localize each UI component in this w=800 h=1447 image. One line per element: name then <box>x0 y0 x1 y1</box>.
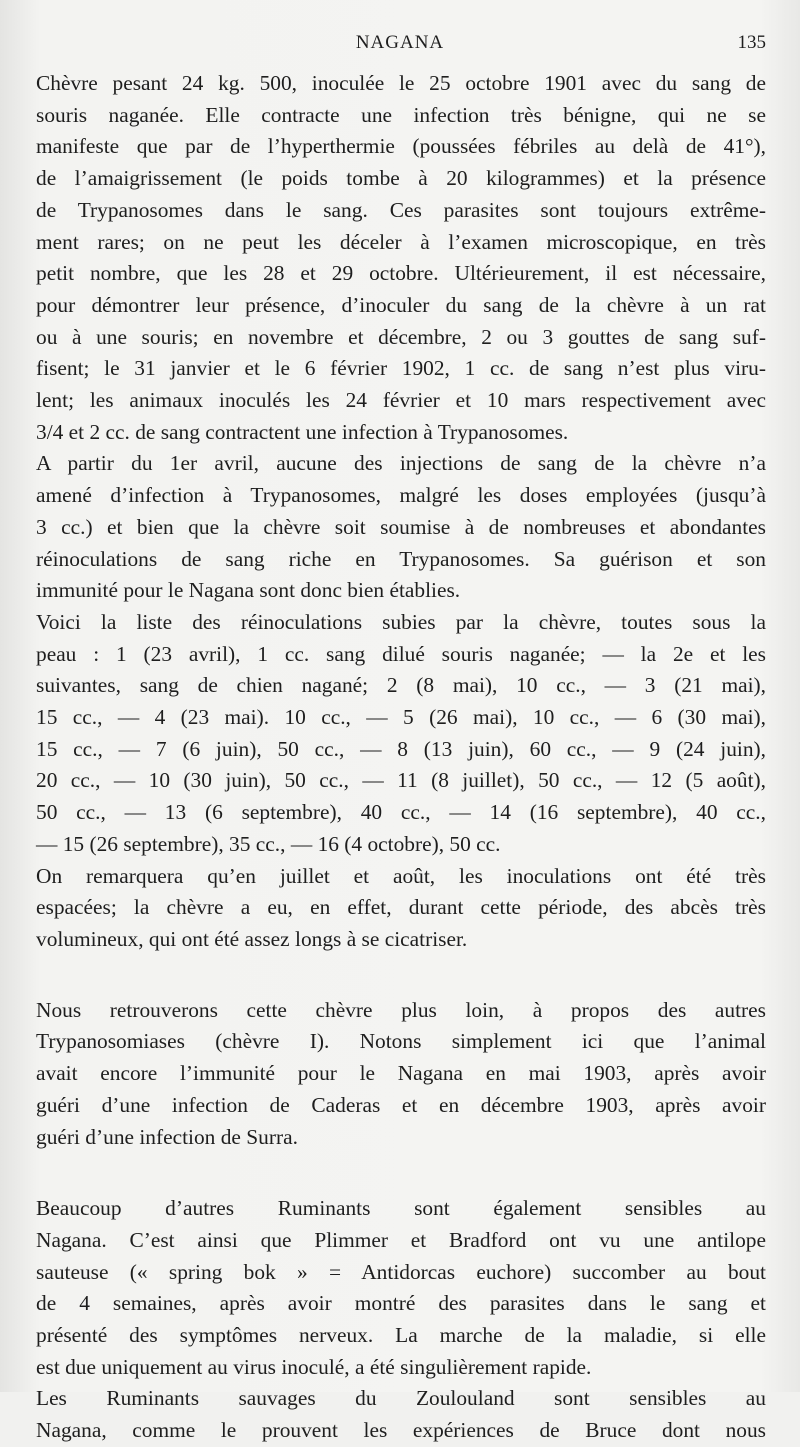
text-line: 15 cc., — 4 (23 mai). 10 cc., — 5 (26 mai), 10 cc., — 6 (30 mai), <box>36 705 766 730</box>
text-line: présenté des symptômes nerveux. La marche de la maladie, si elle <box>36 1323 766 1348</box>
text-line: Nous retrouverons cette chèvre plus loin, à propos des autres <box>36 997 766 1022</box>
text-line: Chèvre pesant 24 kg. 500, inoculée le 25 octobre 1901 avec du sang de <box>36 71 766 95</box>
text-line: On remarquera qu’en juillet et août, les inoculations ont été très <box>36 863 766 888</box>
text-line: petit nombre, que les 28 et 29 octobre. Ultérieurement, il est nécessaire, <box>36 261 766 286</box>
text-line: amené d’infection à Trypanosomes, malgré les doses employées (jusqu’à <box>36 483 766 508</box>
paragraph-zululand-ruminants <box>36 1383 766 1446</box>
text-line: Trypanosomiases (chèvre I). Notons simplement ici que l’animal <box>36 1029 766 1054</box>
text-line: Nagana. C’est ainsi que Plimmer et Bradford ont vu une antilope <box>36 1227 766 1252</box>
text-line: volumineux, qui ont été assez longs à se cicatriser. <box>36 926 468 951</box>
text-line: Beaucoup d’autres Ruminants sont également sensibles au <box>36 1196 766 1221</box>
running-head: NAGANA <box>355 32 445 53</box>
paragraph-remark <box>36 861 766 956</box>
paragraph-other-ruminants <box>36 1193 766 1383</box>
text-line: fisent; le 31 janvier et le 6 février 1902, 1 cc. de sang n’est plus viru- <box>36 356 766 381</box>
text-line: 3/4 et 2 cc. de sang contractent une infection à Trypanosomes. <box>36 419 569 444</box>
page-number: 135 <box>737 32 766 53</box>
text-line: ment rares; on ne peut les déceler à l’examen microscopique, en très <box>36 229 766 254</box>
text-line: espacées; la chèvre a eu, en effet, durant cette période, des abcès très <box>36 895 766 920</box>
text-line: est due uniquement au virus inoculé, a été singulièrement rapide. <box>36 1354 592 1379</box>
paragraph-reinoculation-list <box>36 607 766 861</box>
paragraph-later-trypanosomiases <box>36 995 766 1154</box>
text-line: 3 cc.) et bien que la chèvre soit soumise à de nombreuses et abondantes <box>36 514 766 539</box>
section-gap <box>36 1153 766 1193</box>
text-line: Nagana, comme le prouvent les expériences de Bruce dont nous <box>36 1418 766 1443</box>
page-header <box>0 32 800 62</box>
text-line: ou à une souris; en novembre et décembre, 2 ou 3 gouttes de sang suf- <box>36 324 766 349</box>
text-line: — 15 (26 septembre), 35 cc., — 16 (4 octobre), 50 cc. <box>36 831 501 856</box>
section-gap <box>36 956 766 995</box>
text-line: Voici la liste des réinoculations subies par la chèvre, toutes sous la <box>36 609 766 634</box>
text-line: 15 cc., — 7 (6 juin), 50 cc., — 8 (13 juin), 60 cc., — 9 (24 juin), <box>36 736 766 761</box>
text-line: guéri d’une infection de Caderas et en décembre 1903, après avoir <box>36 1092 766 1117</box>
text-line: peau : 1 (23 avril), 1 cc. sang dilué souris naganée; — la 2e et les <box>36 641 766 666</box>
text-line: guéri d’une infection de Surra. <box>36 1124 298 1149</box>
text-line: lent; les animaux inoculés les 24 février et 10 mars respectivement avec <box>36 388 766 413</box>
text-line: suivantes, sang de chien nagané; 2 (8 mai), 10 cc., — 3 (21 mai), <box>36 673 766 698</box>
text-line: A partir du 1er avril, aucune des injections de sang de la chèvre n’a <box>36 451 766 476</box>
text-line: 20 cc., — 10 (30 juin), 50 cc., — 11 (8 juillet), 50 cc., — 12 (5 août), <box>36 768 766 793</box>
text-line: manifeste que par de l’hyperthermie (poussées fébriles au delà de 41°), <box>36 134 766 159</box>
text-line: de l’amaigrissement (le poids tombe à 20 kilogrammes) et la présence <box>36 166 766 191</box>
text-line: 50 cc., — 13 (6 septembre), 40 cc., — 14 (16 septembre), 40 cc., <box>36 800 766 825</box>
text-line: réinoculations de sang riche en Trypanosomes. Sa guérison et son <box>36 546 766 571</box>
paragraph-goat-infection <box>36 68 766 448</box>
text-line: de 4 semaines, après avoir montré des parasites dans le sang et <box>36 1291 766 1316</box>
text-line: pour démontrer leur présence, d’inoculer du sang de la chèvre à un rat <box>36 292 766 317</box>
text-line: immunité pour le Nagana sont donc bien établies. <box>36 578 461 603</box>
page-body <box>36 68 766 1447</box>
text-line: sauteuse (« spring bok » = Antidorcas euchore) succomber au bout <box>36 1259 766 1284</box>
text-line: avait encore l’immunité pour le Nagana en mai 1903, après avoir <box>36 1061 766 1086</box>
text-line: Les Ruminants sauvages du Zoulouland sont sensibles au <box>36 1386 766 1411</box>
paragraph-immunity <box>36 448 766 607</box>
text-line: de Trypanosomes dans le sang. Ces parasites sont toujours extrême- <box>36 197 766 222</box>
text-line: souris naganée. Elle contracte une infection très bénigne, qui ne se <box>36 102 766 127</box>
